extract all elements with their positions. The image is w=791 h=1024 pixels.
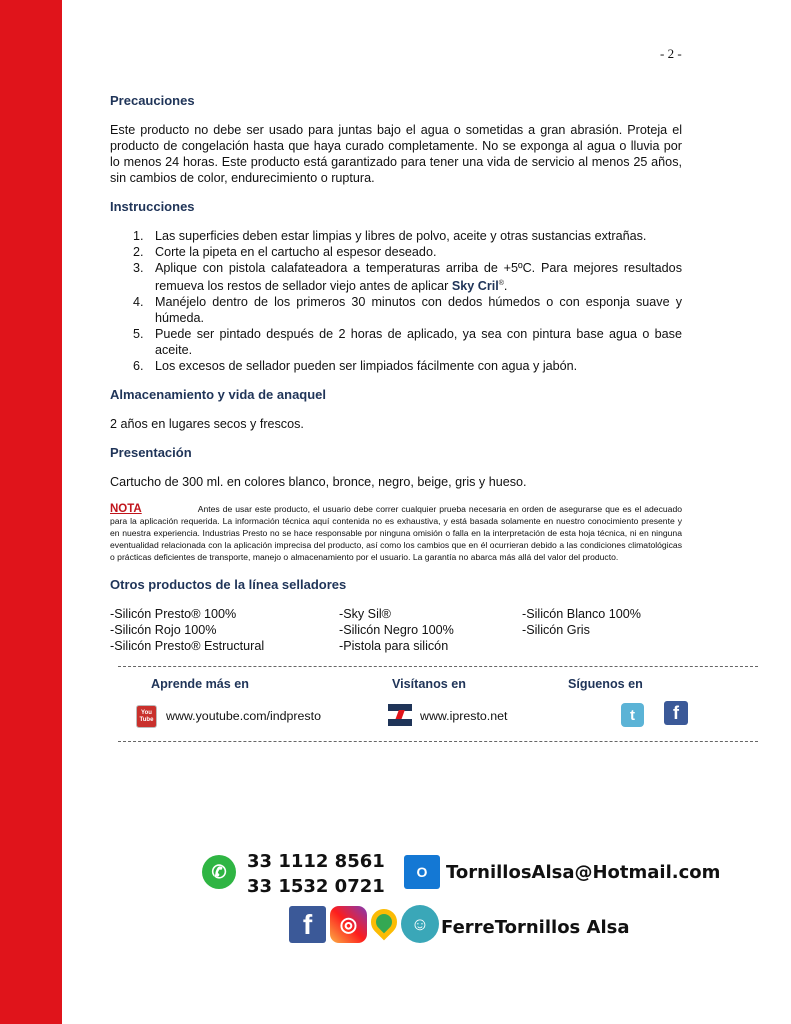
follow-heading: Síguenos en	[568, 677, 643, 692]
list-item: 5. Puede ser pintado después de 2 horas de aplicado, ya sea con pintura base agua o base aceite.	[133, 327, 682, 358]
products-col-2: -Sky Sil® -Silicón Negro 100% -Pistola para silicón	[339, 607, 454, 654]
heading-otros-productos: Otros productos de la línea selladores	[110, 577, 347, 593]
presto-logo-icon	[388, 704, 412, 726]
google-maps-icon	[371, 906, 398, 943]
twitter-icon[interactable]: t	[621, 703, 644, 727]
facebook-icon[interactable]: f	[664, 701, 688, 725]
list-item: 1. Las superficies deben estar limpias y libres de polvo, aceite y otras sustancias extrañas.	[133, 229, 647, 243]
list-item: 3. Aplique con pistola calafateadora a temperaturas arriba de +5ºC. Para mejores resultados remueva los restos de sellador viejo antes de aplicar Sky Cril®.	[133, 261, 682, 294]
list-item: 4. Manéjelo dentro de los primeros 30 minutos con dedos húmedos o con esponja suave y húmeda.	[133, 295, 682, 326]
heading-instrucciones: Instrucciones	[110, 199, 195, 214]
nota-disclaimer: NOTA Antes de usar este producto, el usuario debe correr cualquier prueba necesaria en orden de asegurarse que es el adecuado para la aplicación requerida. La información técnica aquí contenida no es exhaustiva, y está basada solamente en nuestro conocimiento presente y en nuestra experiencia. Industrias Presto no se hace responsable por ninguna omisión o falla en la interpretación de esta hoja técnica, ni en ninguna eventualidad relacionada con la aplicación imprecisa del producto, así como los cambios que en él ocurrieran debido a las condiciones climatológicas o prácticas deficientes de transporte, manejo o almacenamiento por el usuario. La garantía no abarca más allá del valor del producto.	[110, 503, 682, 563]
waze-icon: ☺	[401, 905, 439, 943]
youtube-icon[interactable]: You Tube	[136, 705, 157, 728]
social-name: FerreTornillos Alsa	[441, 917, 630, 938]
website-link[interactable]: www.ipresto.net	[420, 709, 508, 724]
heading-precauciones: Precauciones	[110, 93, 195, 108]
facebook-icon: f	[289, 906, 326, 943]
products-list	[110, 606, 682, 654]
outlook-icon: O	[404, 855, 440, 889]
email: TornillosAlsa@Hotmail.com	[446, 862, 721, 883]
precauciones-text: Este producto no debe ser usado para juntas bajo el agua o sometidas a gran abrasión. Proteja el producto de congelación hasta que haya curado completamente. No se exponga al agua o lluvia por lo menos 24 horas. Este producto está garantizado para tener una vida de servicio al menos 25 años, sin cambios de color, endurecimiento o ruptura.	[110, 123, 682, 185]
document-body	[110, 93, 682, 744]
whatsapp-icon: ✆	[202, 855, 236, 889]
presentacion-text: Cartucho de 300 ml. en colores blanco, bronce, negro, beige, gris y hueso.	[110, 475, 527, 490]
divider	[118, 666, 758, 667]
red-side-bar	[0, 0, 62, 1024]
list-item: 6. Los excesos de sellador pueden ser limpiados fácilmente con agua y jabón.	[133, 359, 578, 374]
footer-links	[0, 666, 791, 744]
visit-heading: Visítanos en	[392, 677, 466, 692]
page-number: - 2 -	[660, 46, 682, 61]
instagram-icon: ◎	[330, 906, 367, 943]
phone-1: 33 1112 8561	[247, 851, 385, 872]
heading-presentacion: Presentación	[110, 445, 192, 461]
heading-almacenamiento: Almacenamiento y vida de anaquel	[110, 387, 327, 403]
youtube-link[interactable]: www.youtube.com/indpresto	[166, 709, 321, 724]
learn-heading: Aprende más en	[151, 677, 249, 692]
products-col-1: -Silicón Presto® 100% -Silicón Rojo 100% -Silicón Presto® Estructural	[110, 607, 265, 654]
phone-2: 33 1532 0721	[247, 876, 385, 897]
divider	[118, 741, 758, 742]
products-col-3: -Silicón Blanco 100% -Silicón Gris	[522, 607, 642, 638]
list-item: 2. Corte la pipeta en el cartucho al espesor deseado.	[133, 245, 437, 259]
instructions-list	[133, 228, 682, 374]
almacenamiento-text: 2 años en lugares secos y frescos.	[110, 417, 304, 432]
